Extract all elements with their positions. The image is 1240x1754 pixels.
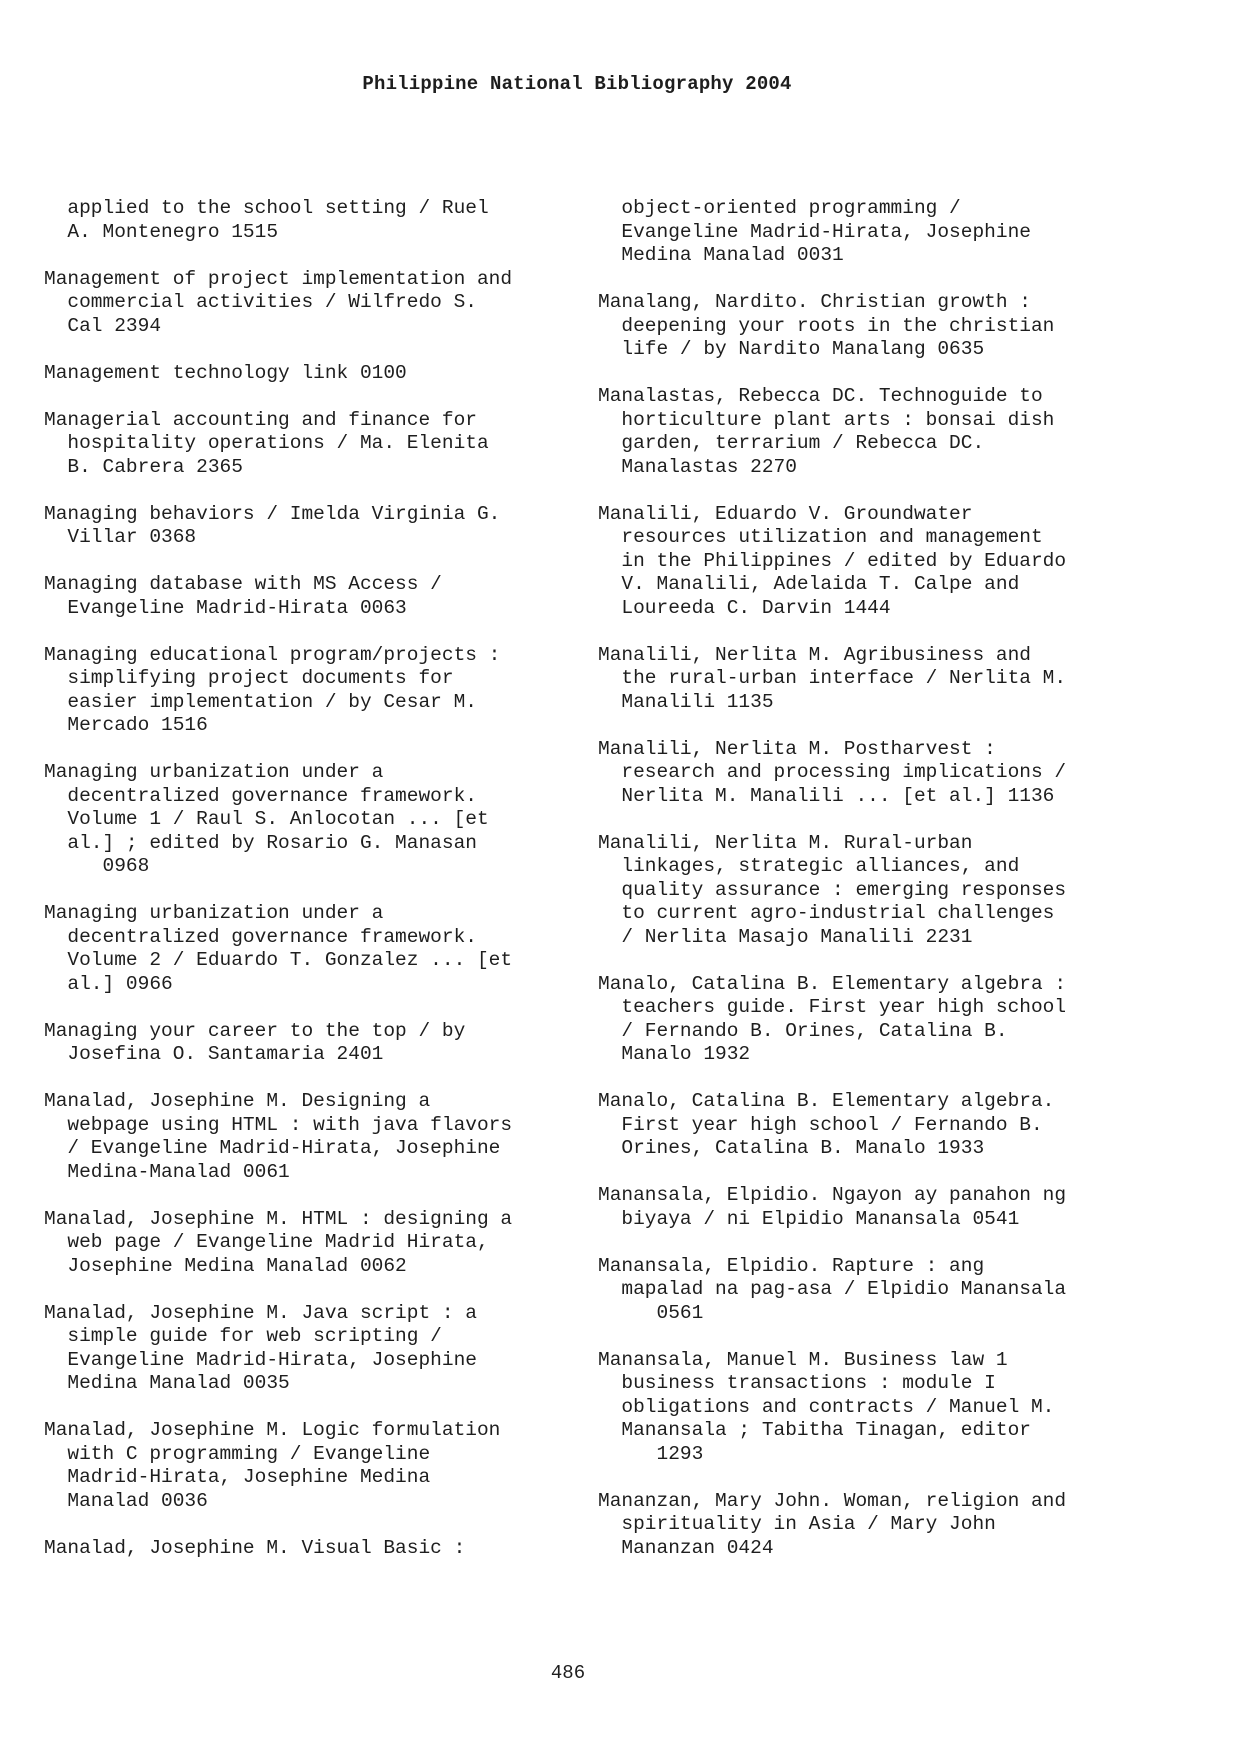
bibliography-entry	[598, 503, 1118, 621]
entry-line: object-oriented programming /	[598, 197, 961, 219]
entry-line: Loureeda C. Darvin 1444	[598, 596, 891, 619]
entry-line: horticulture plant arts : bonsai dish	[598, 408, 1055, 431]
bibliography-entry	[598, 1184, 1118, 1231]
entry-line: Manalad, Josephine M. Java script : a	[44, 1301, 477, 1324]
page-number: 486	[550, 1662, 586, 1684]
entry-line: Managing urbanization under a	[44, 902, 384, 924]
bibliography-entry	[44, 503, 564, 550]
entry-line: First year high school / Fernando B.	[598, 1113, 1043, 1136]
entry-line: Manalad, Josephine M. Visual Basic :	[44, 1536, 466, 1559]
bibliography-entry	[44, 1208, 564, 1279]
bibliography-entry	[598, 197, 1118, 268]
bibliography-entry	[598, 832, 1118, 950]
entry-line: Medina-Manalad 0061	[44, 1160, 290, 1183]
entry-line: Nerlita M. Manalili ... [et al.] 1136	[598, 784, 1055, 807]
entry-line: garden, terrarium / Rebecca DC.	[598, 432, 985, 454]
entry-line: al.] 0966	[44, 972, 173, 995]
entry-line: teachers guide. First year high school	[598, 996, 1067, 1018]
entry-line: with C programming / Evangeline	[44, 1442, 431, 1465]
bibliography-entry	[598, 1090, 1118, 1161]
bibliography-entry	[44, 1537, 564, 1561]
bibliography-entry	[598, 644, 1118, 715]
entry-line: Manalad 0036	[44, 1489, 208, 1512]
bibliography-entry	[598, 973, 1118, 1067]
entry-line: Manalad, Josephine M. Designing a	[44, 1090, 431, 1112]
entry-line: Managing your career to the top / by	[44, 1019, 466, 1042]
entry-line: simplifying project documents for	[44, 667, 454, 689]
entry-line: Manansala, Manuel M. Business law 1	[598, 1348, 1008, 1371]
entry-line: Managing urbanization under a	[44, 761, 384, 783]
entry-line: decentralized governance framework.	[44, 925, 477, 948]
entry-line: / Fernando B. Orines, Catalina B.	[598, 1019, 1008, 1042]
entry-line: deepening your roots in the christian	[598, 314, 1055, 337]
entry-line: Manalad, Josephine M. HTML : designing a	[44, 1207, 513, 1230]
entry-line: Volume 1 / Raul S. Anlocotan ... [et	[44, 808, 489, 830]
bibliography-entry	[44, 268, 564, 339]
entry-line: Manalili, Eduardo V. Groundwater	[598, 502, 973, 525]
entry-line: resources utilization and management	[598, 526, 1043, 548]
entry-line: webpage using HTML : with java flavors	[44, 1113, 513, 1136]
entry-line: Manalang, Nardito. Christian growth :	[598, 291, 1031, 313]
entry-line: business transactions : module I	[598, 1372, 996, 1394]
entry-line: Villar 0368	[44, 526, 197, 548]
entry-line: Cal 2394	[44, 314, 162, 337]
entry-line: 0561	[598, 1301, 704, 1324]
entry-line: to current agro-industrial challenges	[598, 902, 1055, 924]
entry-line: Manalili, Nerlita M. Agribusiness and	[598, 643, 1031, 666]
entry-line: Mananzan, Mary John. Woman, religion and	[598, 1489, 1067, 1512]
entry-line: the rural-urban interface / Nerlita M.	[598, 667, 1067, 689]
right-column	[598, 197, 1118, 1584]
entry-line: 1293	[598, 1442, 704, 1465]
bibliography-entry	[44, 1090, 564, 1184]
entry-line: Manalastas, Rebecca DC. Technoguide to	[598, 385, 1043, 407]
entry-line: al.] ; edited by Rosario G. Manasan	[44, 831, 477, 854]
entry-line: Manalo, Catalina B. Elementary algebra :	[598, 972, 1067, 995]
entry-line: Management technology link 0100	[44, 361, 407, 384]
entry-line: Managerial accounting and finance for	[44, 408, 477, 431]
bibliography-entry	[44, 409, 564, 480]
entry-line: easier implementation / by Cesar M.	[44, 690, 477, 713]
entry-line: Orines, Catalina B. Manalo 1933	[598, 1137, 985, 1159]
entry-line: life / by Nardito Manalang 0635	[598, 338, 985, 360]
entry-line: biyaya / ni Elpidio Manansala 0541	[598, 1207, 1020, 1230]
bibliography-entry	[598, 1349, 1118, 1467]
entry-line: Josephine Medina Manalad 0062	[44, 1254, 407, 1277]
bibliography-entry	[598, 1490, 1118, 1561]
entry-line: 0968	[44, 855, 150, 877]
entry-line: B. Cabrera 2365	[44, 455, 243, 478]
entry-line: Madrid-Hirata, Josephine Medina	[44, 1466, 431, 1488]
entry-line: Managing educational program/projects :	[44, 643, 501, 666]
entry-line: Medina Manalad 0035	[44, 1372, 290, 1394]
entry-line: Manalad, Josephine M. Logic formulation	[44, 1419, 501, 1441]
entry-line: Manansala ; Tabitha Tinagan, editor	[598, 1419, 1031, 1441]
entry-line: Evangeline Madrid-Hirata, Josephine	[44, 1348, 477, 1371]
bibliography-entry	[598, 738, 1118, 809]
bibliography-entry	[44, 1020, 564, 1067]
bibliography-entry	[598, 291, 1118, 362]
entry-line: simple guide for web scripting /	[44, 1325, 442, 1347]
entry-line: Manalo 1932	[598, 1043, 751, 1065]
entry-line: A. Montenegro 1515	[44, 220, 279, 243]
entry-line: quality assurance : emerging responses	[598, 878, 1067, 901]
entry-line: obligations and contracts / Manuel M.	[598, 1395, 1055, 1418]
page-title: Philippine National Bibliography 2004	[362, 73, 792, 95]
bibliography-entry	[44, 644, 564, 738]
entry-line: Mercado 1516	[44, 714, 208, 736]
bibliography-entry	[598, 385, 1118, 479]
entry-line: Manalastas 2270	[598, 455, 797, 478]
bibliography-entry	[44, 197, 564, 244]
entry-line: Evangeline Madrid-Hirata 0063	[44, 596, 407, 619]
bibliography-entry	[44, 362, 564, 386]
entry-line: Managing behaviors / Imelda Virginia G.	[44, 502, 501, 525]
entry-line: applied to the school setting / Ruel	[44, 197, 489, 219]
bibliography-entry	[44, 1302, 564, 1396]
entry-line: Manalili, Nerlita M. Postharvest :	[598, 737, 996, 760]
entry-line: Volume 2 / Eduardo T. Gonzalez ... [et	[44, 949, 513, 971]
entry-line: commercial activities / Wilfredo S.	[44, 291, 477, 313]
entry-line: web page / Evangeline Madrid Hirata,	[44, 1231, 489, 1253]
entry-line: spirituality in Asia / Mary John	[598, 1513, 996, 1535]
entry-line: research and processing implications /	[598, 761, 1067, 783]
entry-line: Evangeline Madrid-Hirata, Josephine	[598, 220, 1031, 243]
entry-line: decentralized governance framework.	[44, 784, 477, 807]
entry-line: hospitality operations / Ma. Elenita	[44, 432, 489, 454]
entry-line: Manansala, Elpidio. Rapture : ang	[598, 1254, 985, 1277]
entry-line: in the Philippines / edited by Eduardo	[598, 549, 1067, 572]
entry-line: Mananzan 0424	[598, 1536, 774, 1559]
bibliography-entry	[44, 1419, 564, 1513]
entry-line: linkages, strategic alliances, and	[598, 855, 1020, 877]
bibliography-entry	[44, 573, 564, 620]
entry-line: Medina Manalad 0031	[598, 244, 844, 266]
entry-line: V. Manalili, Adelaida T. Calpe and	[598, 573, 1020, 595]
bibliography-entry	[44, 902, 564, 996]
bibliography-entry	[44, 761, 564, 879]
entry-line: Manalili 1135	[598, 690, 774, 713]
entry-line: Josefina O. Santamaria 2401	[44, 1043, 384, 1065]
entry-line: / Nerlita Masajo Manalili 2231	[598, 925, 973, 948]
entry-line: Manansala, Elpidio. Ngayon ay panahon ng	[598, 1184, 1067, 1206]
entry-line: / Evangeline Madrid-Hirata, Josephine	[44, 1137, 501, 1159]
entry-line: mapalad na pag-asa / Elpidio Manansala	[598, 1278, 1067, 1300]
left-column	[44, 197, 564, 1584]
entry-line: Management of project implementation and	[44, 267, 513, 290]
bibliography-entry	[598, 1255, 1118, 1326]
entry-line: Managing database with MS Access /	[44, 573, 442, 595]
entry-line: Manalili, Nerlita M. Rural-urban	[598, 831, 973, 854]
entry-line: Manalo, Catalina B. Elementary algebra.	[598, 1090, 1055, 1112]
